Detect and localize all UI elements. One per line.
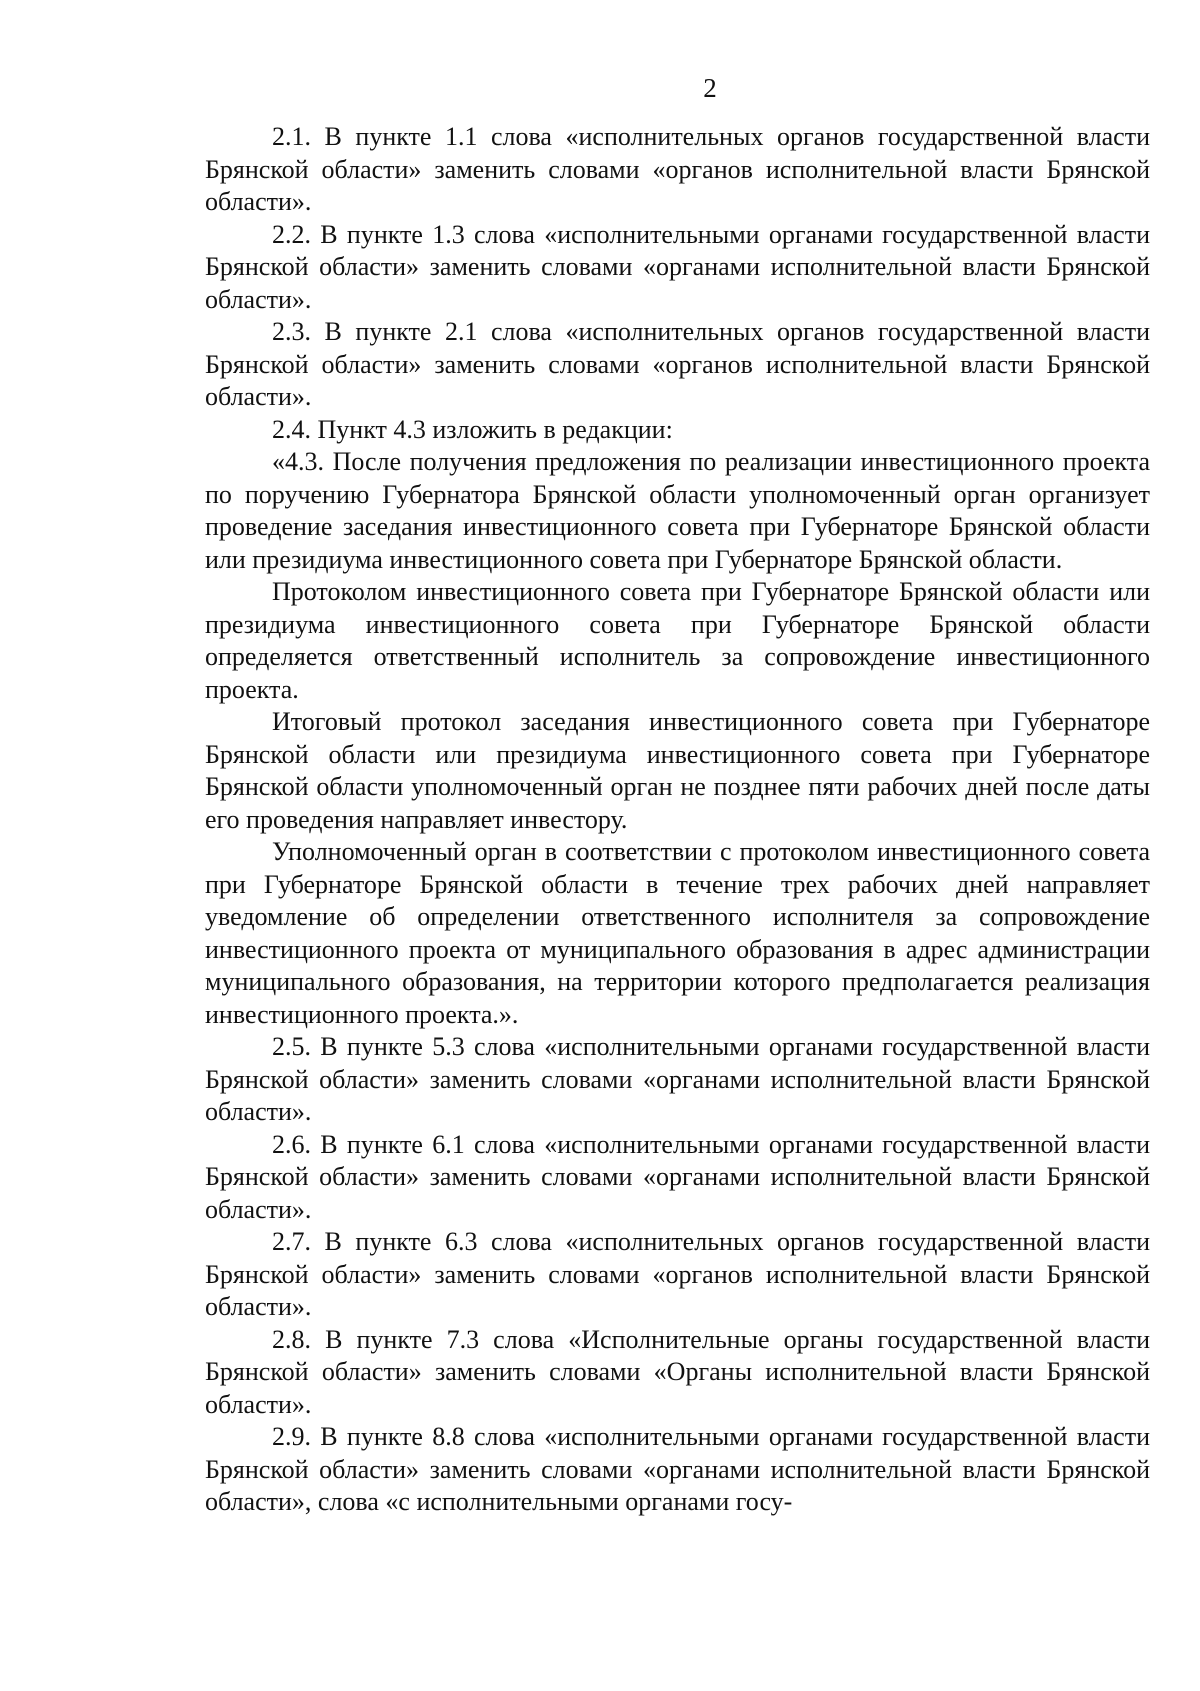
paragraph-2-4: 2.4. Пункт 4.3 изложить в редакции:: [272, 414, 673, 444]
paragraph-final-protocol: Итоговый протокол заседания инвестиционного совета при Губернаторе Брянской области или президиума инвестиционного совета при Губернаторе Брянской области уполномоченный орган не позднее пяти рабочих дней после даты его проведения направляет инвестору.: [205, 707, 1150, 834]
paragraph-2-9: 2.9. В пункте 8.8 слова «исполнительными органами государственной власти Брянской области» заменить словами «органами исполнительной власти Брянской области», слова «с исполнительными органами госу-: [205, 1422, 1150, 1516]
paragraph-2-6: 2.6. В пункте 6.1 слова «исполнительными органами государственной власти Брянской области» заменить словами «органами исполнительной власти Брянской области».: [205, 1129, 1150, 1224]
page-number: 2: [703, 73, 717, 103]
paragraph-4-3-quote: «4.3. После получения предложения по реализации инвестиционного проекта по поручению Губернатора Брянской области уполномоченный орган организует проведение заседания инвестиционного совета при Губернаторе Брянской области или президиума инвестиционного совета при Губернаторе Брянской области.: [205, 447, 1150, 574]
paragraph-2-2: 2.2. В пункте 1.3 слова «исполнительными органами государственной власти Брянской области» заменить словами «органами исполнительной власти Брянской области».: [205, 219, 1150, 314]
paragraph-2-7: 2.7. В пункте 6.3 слова «исполнительных органов государственной власти Брянской области» заменить словами «органов исполнительной власти Брянской области».: [205, 1227, 1150, 1321]
paragraph-authorized-body: Уполномоченный орган в соответствии с протоколом инвестиционного совета при Губернаторе Брянской области в течение трех рабочих дней направляет уведомление об определении ответственного исполнителя за сопровождение инвестиционного проекта от муниципального образования в адрес администрации муниципального образования, на территории которого предполагается реализация инвестиционного проекта.».: [205, 837, 1150, 1029]
paragraph-2-1: 2.1. В пункте 1.1 слова «исполнительных органов государственной власти Брянской области» заменить словами «органов исполнительной власти Брянской области».: [205, 122, 1150, 216]
paragraph-2-5: 2.5. В пункте 5.3 слова «исполнительными органами государственной власти Брянской области» заменить словами «органами исполнительной власти Брянской области».: [205, 1032, 1150, 1126]
document-body: [205, 121, 1150, 1519]
paragraph-2-8: 2.8. В пункте 7.3 слова «Исполнительные органы государственной власти Брянской области» заменить словами «Органы исполнительной власти Брянской области».: [205, 1324, 1150, 1419]
paragraph-protocol: Протоколом инвестиционного совета при Губернаторе Брянской области или президиума инвестиционного совета при Губернаторе Брянской области определяется ответственный исполнитель за сопровождение инвестиционного проекта.: [205, 577, 1150, 704]
paragraph-2-3: 2.3. В пункте 2.1 слова «исполнительных органов государственной власти Брянской области» заменить словами «органов исполнительной власти Брянской области».: [205, 317, 1150, 411]
